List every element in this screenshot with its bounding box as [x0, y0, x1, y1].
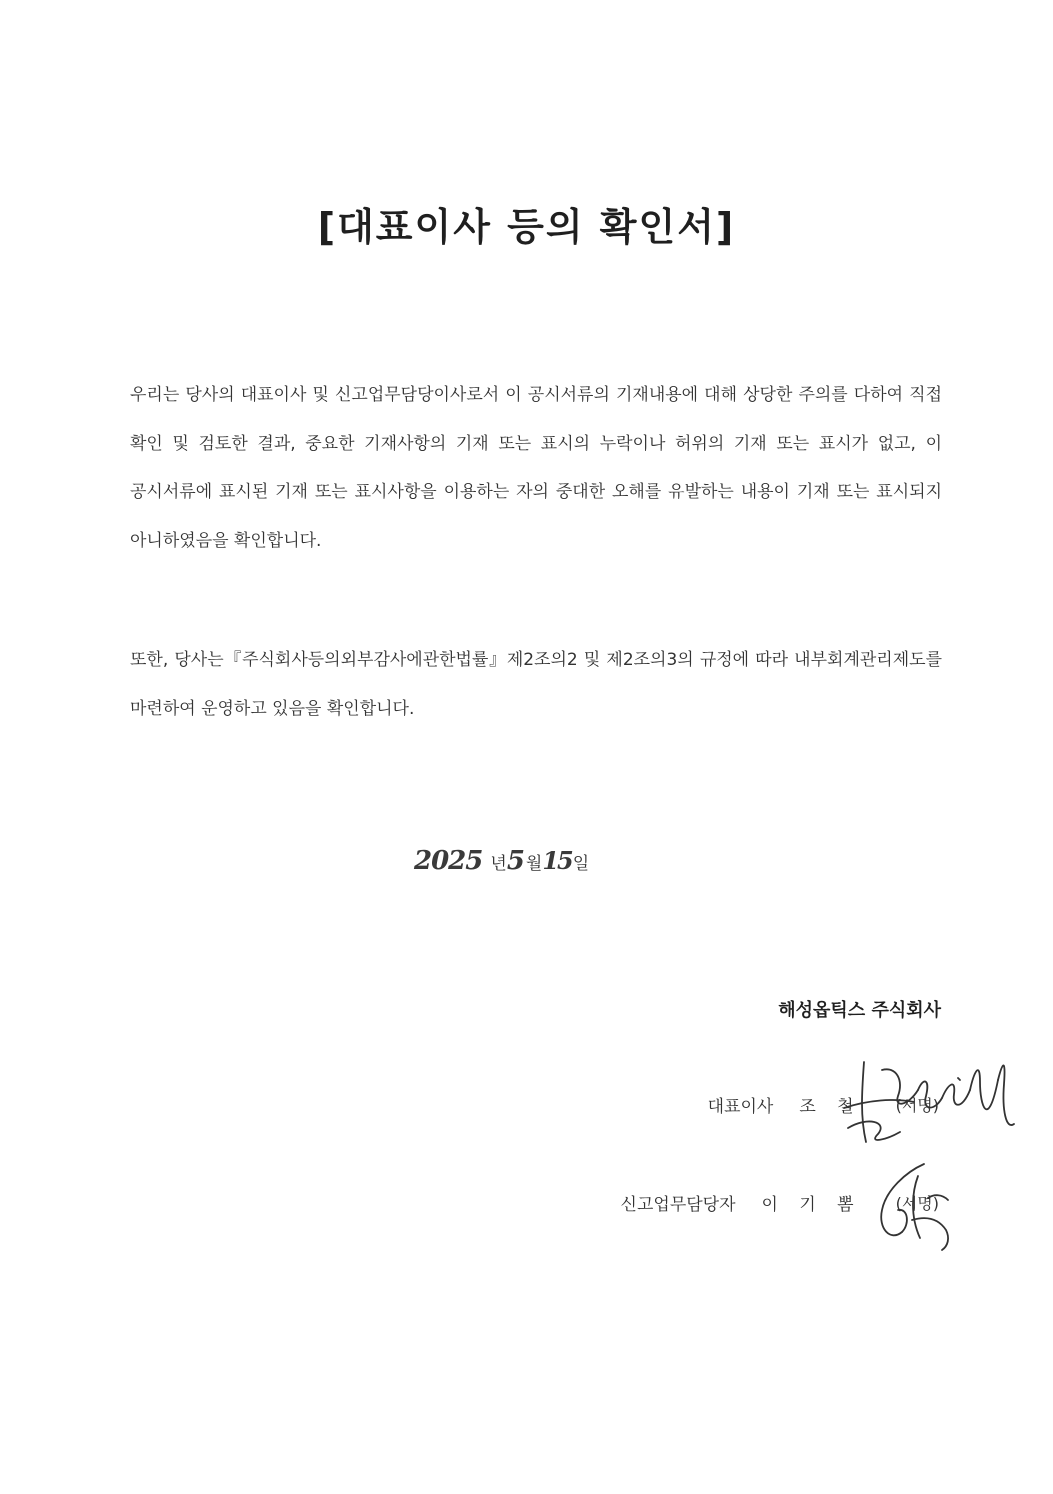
internal-control-paragraph: 또한, 당사는『주식회사등의외부감사에관한법률』제2조의2 및 제2조의3의 규정에 따라 내부회계관리제도를 마련하여 운영하고 있음을 확인합니다.	[130, 650, 942, 719]
date-month: 5	[506, 846, 525, 876]
officer-name: 이 기 뽐	[761, 1195, 862, 1215]
ceo-role: 대표이사	[707, 1097, 774, 1117]
ceo-sign-mark: (서명)	[895, 1096, 939, 1115]
officer-signature-row	[621, 1190, 939, 1215]
date-line	[414, 846, 589, 886]
date-year: 2025	[414, 846, 483, 876]
company-name: 해성옵틱스 주식회사	[778, 1000, 941, 1021]
officer-role: 신고업무담당자	[620, 1195, 736, 1215]
ceo-name: 조 철	[799, 1097, 862, 1117]
date-day: 15	[542, 846, 572, 875]
date-month-unit: 월	[525, 854, 543, 874]
officer-sign-mark: (서명)	[895, 1194, 939, 1213]
confirmation-paragraph: 우리는 당사의 대표이사 및 신고업무담당이사로서 이 공시서류의 기재내용에 대해 상당한 주의를 다하여 직접 확인 및 검토한 결과, 중요한 기재사항의 기재 또는 표시의 누락이나 허위의 기재 또는 표시가 없고, 이 공시서류에 표시된 기재 또는 표시사항을 이용하는 자의 중대한 오해를 유발하는 내용이 기재 또는 표시되지 아니하였음을 확인합니다.	[130, 385, 942, 551]
document-title: [대표이사 등의 확인서]	[317, 205, 736, 249]
ceo-signature-row	[708, 1092, 939, 1117]
date-day-unit: 일	[572, 854, 590, 874]
date-year-unit: 년	[490, 854, 507, 874]
